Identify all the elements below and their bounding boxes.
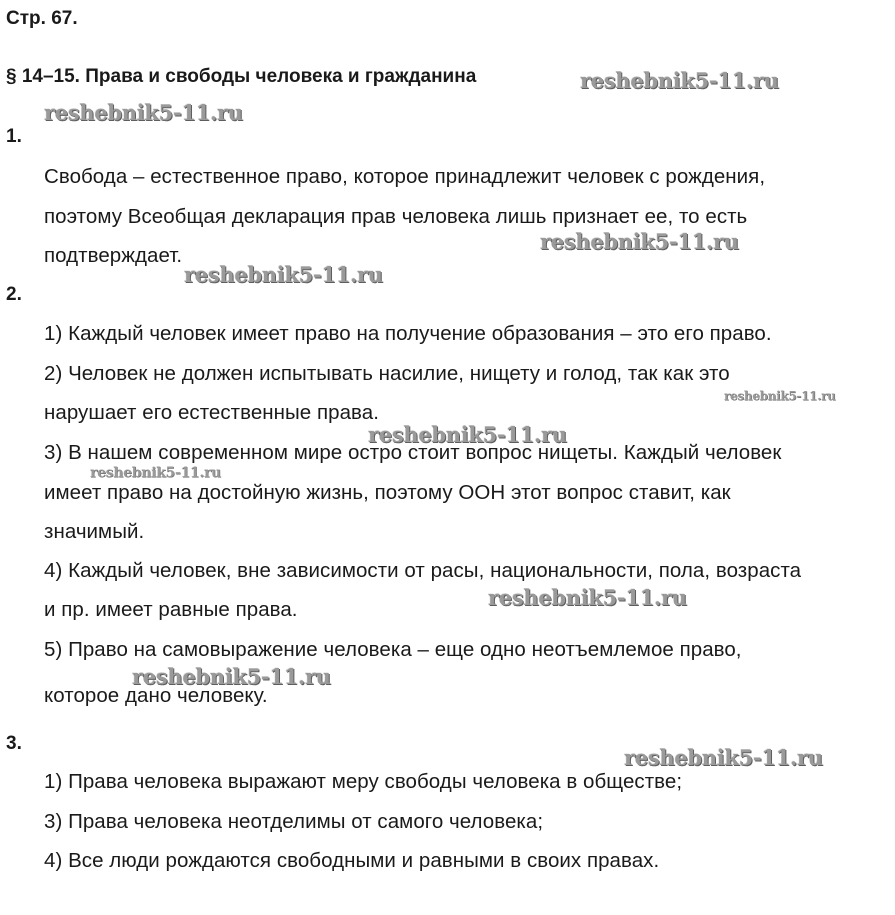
- watermark: reshebnik5-11.ru: [540, 229, 739, 254]
- watermark: reshebnik5-11.ru: [132, 664, 331, 689]
- q2-line-5: имеет право на достойную жизнь, поэтому ООН этот вопрос ставит, как: [44, 481, 731, 504]
- section-title: § 14–15. Права и свободы человека и гражданина: [6, 66, 477, 87]
- watermark: reshebnik5-11.ru: [624, 745, 823, 770]
- q2-line-7: 4) Каждый человек, вне зависимости от расы, национальности, пола, возраста: [44, 559, 802, 582]
- q2-line-10: которое дано человеку.: [44, 684, 268, 707]
- q3-line-3: 4) Все люди рождаются свободными и равными в своих правах.: [44, 849, 660, 872]
- watermark: reshebnik5-11.ru: [90, 465, 221, 481]
- watermark: reshebnik5-11.ru: [724, 389, 836, 403]
- question-2-number: 2.: [6, 284, 22, 305]
- watermark: reshebnik5-11.ru: [44, 100, 243, 125]
- watermark: reshebnik5-11.ru: [580, 68, 779, 93]
- question-1-number: 1.: [6, 126, 22, 147]
- q2-line-2: 2) Человек не должен испытывать насилие, нищету и голод, так как это: [44, 362, 730, 385]
- q3-line-2: 3) Права человека неотделимы от самого человека;: [44, 810, 544, 833]
- q2-line-1: 1) Каждый человек имеет право на получение образования – это его право.: [44, 322, 772, 345]
- q2-line-4: 3) В нашем современном мире остро стоит вопрос нищеты. Каждый человек: [44, 441, 782, 464]
- q2-line-3: нарушает его естественные права.: [44, 401, 379, 424]
- q1-line-3: подтверждает.: [44, 244, 183, 267]
- q1-line-2: поэтому Всеобщая декларация прав человека лишь признает ее, то есть: [44, 205, 748, 228]
- q2-line-6: значимый.: [44, 520, 145, 543]
- page-number: Стр. 67.: [6, 8, 78, 29]
- watermark: reshebnik5-11.ru: [368, 422, 567, 447]
- watermark: reshebnik5-11.ru: [488, 585, 687, 610]
- q3-line-1: 1) Права человека выражают меру свободы человека в обществе;: [44, 770, 683, 793]
- q2-line-8: и пр. имеет равные права.: [44, 598, 298, 621]
- q1-line-1: Свобода – естественное право, которое принадлежит человек с рождения,: [44, 165, 766, 188]
- question-3-number: 3.: [6, 733, 22, 754]
- watermark: reshebnik5-11.ru: [184, 262, 383, 287]
- q2-line-9: 5) Право на самовыражение человека – еще одно неотъемлемое право,: [44, 638, 742, 661]
